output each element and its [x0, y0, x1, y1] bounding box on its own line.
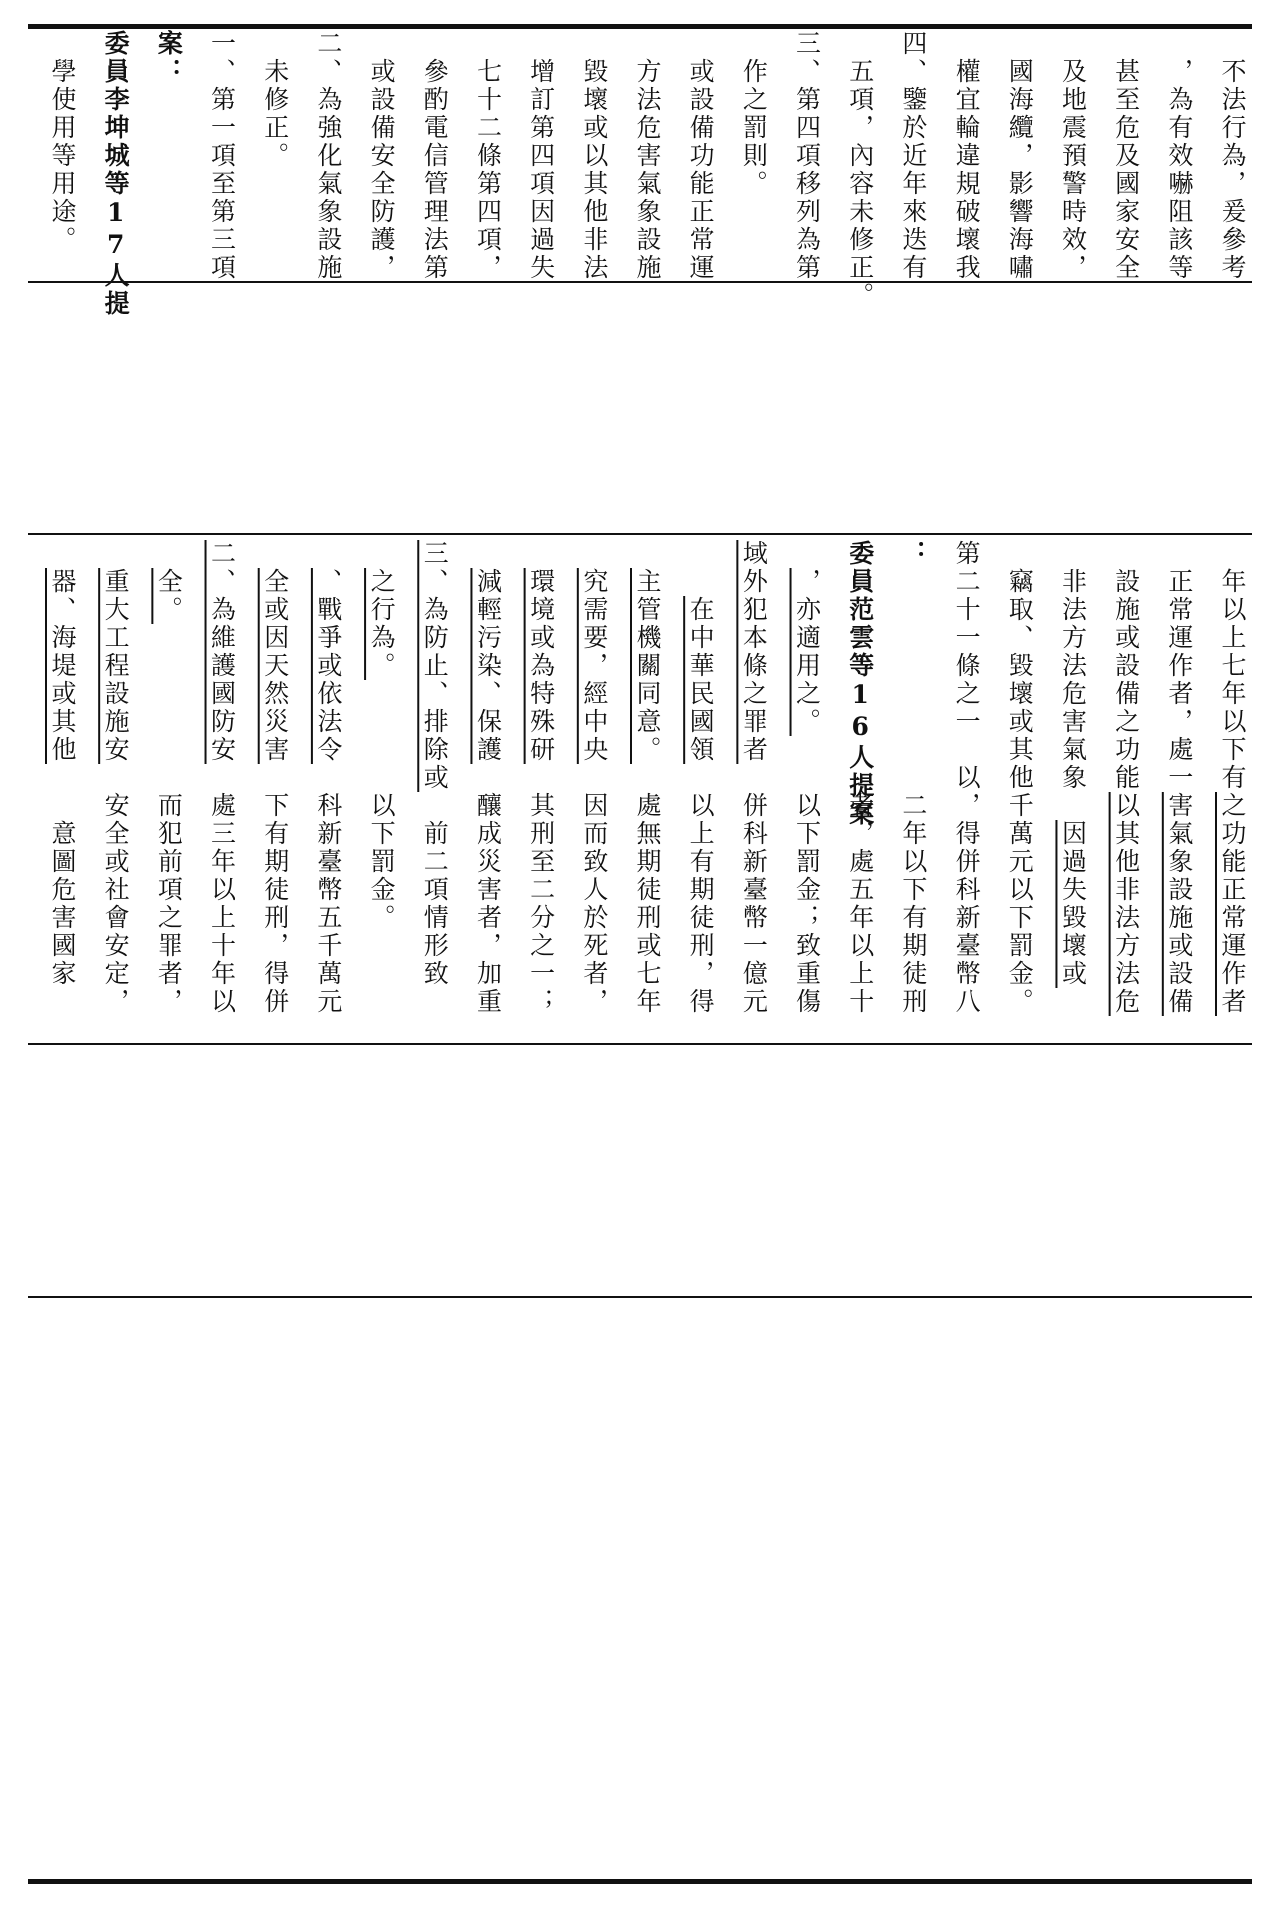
- proposal-text-band-left: [40, 792, 1250, 1040]
- text-line: 究需要，經中央: [579, 568, 609, 764]
- text-line: 設施或設備之功能: [1111, 568, 1141, 792]
- text-line: 五項，內容未修正。: [845, 58, 875, 310]
- text-line: 以其他非法方法危: [1111, 792, 1141, 1016]
- text-column: [1050, 792, 1094, 1068]
- text-column: [200, 30, 244, 280]
- text-column: [465, 30, 509, 308]
- text-column: [93, 540, 137, 813]
- text-column: [678, 30, 722, 308]
- text-column: [731, 792, 775, 1040]
- text-line: 四、鑒於近年來迭有: [898, 30, 928, 282]
- text-column: [731, 30, 775, 308]
- text-column: [1104, 30, 1148, 308]
- text-line: 全或因天然災害: [260, 568, 290, 764]
- text-line: 以上有期徒刑，得: [686, 792, 716, 1016]
- text-column: [891, 792, 935, 1040]
- text-column: [785, 540, 829, 813]
- text-line: 不法行為，爰參考: [1218, 58, 1247, 282]
- text-column: [1157, 540, 1201, 813]
- text-line: 參酌電信管理法第: [420, 58, 450, 282]
- text-column: [306, 792, 350, 1040]
- text-line: 之功能正常運作者: [1218, 792, 1247, 1016]
- text-column: [306, 30, 350, 280]
- text-column: [253, 540, 297, 813]
- text-column: [1157, 30, 1201, 308]
- text-line: 重大工程設施安: [101, 568, 131, 764]
- text-line: 之行為。: [367, 568, 397, 680]
- proposal-text-band-right: [40, 540, 1250, 828]
- text-line: 意圖危害國家: [48, 820, 77, 988]
- text-column: [838, 540, 882, 828]
- text-column: [359, 792, 403, 1040]
- text-line: 釀成災害者，加重: [473, 792, 503, 1016]
- text-line: 、戰爭或依法令: [313, 568, 343, 764]
- text-line: ，為有效嚇阻該等: [1164, 58, 1194, 282]
- text-column: [997, 792, 1041, 1040]
- text-line: 三、第四項移列為第: [792, 30, 822, 282]
- top-rule: [28, 24, 1252, 29]
- text-column: [1050, 30, 1094, 308]
- text-column: [93, 30, 137, 318]
- text-column: [519, 30, 563, 308]
- text-line: 案：: [154, 30, 184, 86]
- text-line: 委員范雲等16人提案: [845, 540, 875, 828]
- text-column: [146, 30, 190, 280]
- text-line: 或設備功能正常運: [686, 58, 716, 282]
- text-line: 二、為維護國防安: [207, 540, 237, 764]
- text-column: [997, 30, 1041, 308]
- text-line: 作之罰則。: [739, 58, 769, 198]
- text-column: [1104, 540, 1148, 813]
- text-line: 主管機關同意。: [633, 568, 662, 764]
- text-column: [146, 792, 190, 1040]
- text-column: [891, 540, 935, 785]
- explanation-band-top: [40, 30, 1250, 318]
- text-column: [412, 540, 456, 792]
- text-line: 及地震預警時效，: [1058, 58, 1088, 282]
- text-column: [465, 540, 509, 813]
- text-column: [465, 792, 509, 1040]
- text-line: 以下罰金。: [367, 792, 397, 932]
- text-line: 竊取、毀壞或其他: [1005, 568, 1035, 792]
- text-column: [519, 540, 563, 813]
- text-column: [40, 540, 84, 813]
- text-column: [412, 792, 456, 1068]
- text-line: 未修正。: [260, 58, 290, 170]
- text-column: [572, 792, 616, 1040]
- text-line: 因過失毀壞或: [1058, 820, 1088, 988]
- text-line: 域外犯本條之罪者: [739, 540, 769, 764]
- text-line: 器、海堤或其他: [48, 568, 77, 764]
- text-column: [1050, 540, 1094, 813]
- text-line: 全。: [154, 568, 184, 624]
- text-column: [1157, 792, 1201, 1040]
- text-line: 委員李坤城等17人提: [101, 30, 131, 318]
- text-column: [253, 30, 297, 308]
- text-line: 減輕污染、保護: [473, 568, 503, 764]
- text-line: 非法方法危害氣象: [1058, 568, 1088, 792]
- text-column: [93, 792, 137, 1040]
- text-column: [891, 30, 935, 280]
- text-column: [519, 792, 563, 1040]
- text-line: 科新臺幣五千萬元: [313, 792, 343, 1016]
- text-column: [944, 30, 988, 308]
- text-line: 增訂第四項因過失: [526, 58, 556, 282]
- text-column: [625, 792, 669, 1040]
- text-column: [40, 30, 84, 308]
- text-line: 七十二條第四項，: [473, 58, 503, 282]
- section-divider: [28, 533, 1252, 535]
- text-line: 學使用等用途。: [48, 58, 77, 254]
- text-line: ，亦適用之。: [792, 568, 822, 736]
- text-line: 二、為強化氣象設施: [313, 30, 343, 282]
- text-column: [146, 540, 190, 813]
- text-column: [572, 540, 616, 813]
- text-column: [625, 30, 669, 308]
- text-line: 三、為防止、排除或: [420, 540, 450, 792]
- text-line: 二年以下有期徒刑: [898, 792, 928, 1016]
- text-line: 下有期徒刑，得併: [260, 792, 290, 1016]
- text-line: 正常運作者，處一: [1164, 568, 1194, 792]
- text-line: 併科新臺幣一億元: [739, 792, 769, 1016]
- text-line: 處三年以上十年以: [207, 792, 237, 1016]
- text-column: [944, 792, 988, 1040]
- text-column: [572, 30, 616, 308]
- text-column: [731, 540, 775, 785]
- bottom-rule: [28, 1879, 1252, 1884]
- text-line: 環境或為特殊研: [526, 568, 556, 764]
- text-column: [785, 30, 829, 280]
- text-column: [359, 30, 403, 308]
- text-line: 以下罰金；致重傷: [792, 792, 822, 1016]
- text-line: 因而致人於死者，: [579, 792, 609, 1016]
- text-column: [200, 540, 244, 785]
- text-column: [412, 30, 456, 308]
- text-column: [838, 792, 882, 1040]
- text-line: ：: [898, 540, 928, 568]
- text-line: 者，處五年以上十: [845, 792, 875, 1016]
- text-column: [359, 540, 403, 813]
- text-line: 在中華民國領: [686, 596, 716, 764]
- text-column: [1210, 30, 1254, 308]
- text-column: [678, 792, 722, 1040]
- text-column: [253, 792, 297, 1040]
- text-line: 而犯前項之罪者，: [154, 792, 184, 1016]
- text-line: ，得併科新臺幣八: [952, 792, 982, 1016]
- section-divider: [28, 1296, 1252, 1298]
- text-line: 權宜輪違規破壞我: [952, 58, 982, 282]
- text-line: 千萬元以下罰金。: [1005, 792, 1035, 1016]
- text-column: [200, 792, 244, 1040]
- text-line: 甚至危及國家安全: [1111, 58, 1141, 282]
- text-line: 方法危害氣象設施: [633, 58, 662, 282]
- text-line: 年以上七年以下有: [1218, 568, 1247, 792]
- text-line: 處無期徒刑或七年: [633, 792, 662, 1016]
- text-line: 一、第一項至第三項: [207, 30, 237, 282]
- text-column: [944, 540, 988, 792]
- text-column: [1210, 540, 1254, 813]
- text-line: 其刑至二分之一；: [526, 792, 556, 1016]
- text-column: [625, 540, 669, 813]
- text-column: [1104, 792, 1148, 1040]
- text-line: 害氣象設施或設備: [1164, 792, 1194, 1016]
- text-column: [40, 792, 84, 1068]
- text-column: [1210, 792, 1254, 1040]
- text-column: [997, 540, 1041, 813]
- text-line: 毀壞或以其他非法: [579, 58, 609, 282]
- text-column: [785, 792, 829, 1040]
- text-column: [306, 540, 350, 813]
- text-line: 安全或社會安定，: [101, 792, 131, 1016]
- text-line: 國海纜，影響海嘯: [1005, 58, 1035, 282]
- text-line: 或設備安全防護，: [367, 58, 397, 282]
- text-line: 第二十一條之一 以: [952, 540, 982, 792]
- text-line: 前二項情形致: [420, 820, 450, 988]
- text-column: [838, 30, 882, 308]
